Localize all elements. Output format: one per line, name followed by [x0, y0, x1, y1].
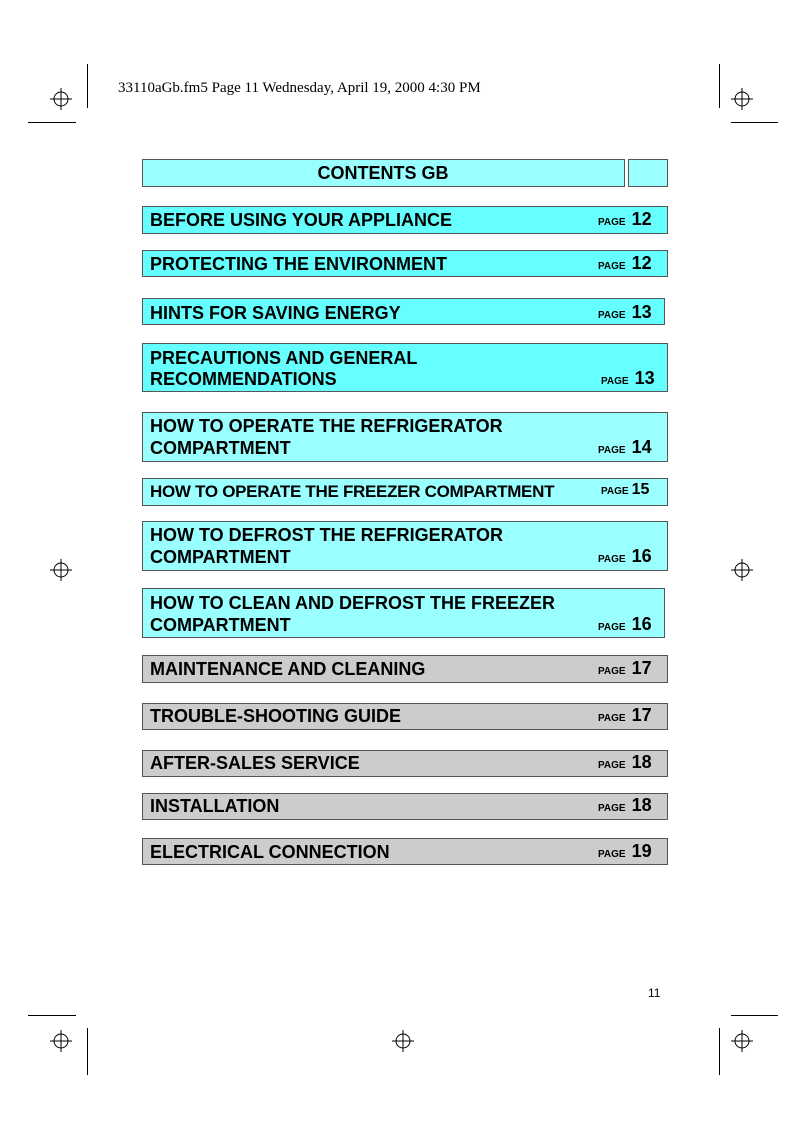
page-label: PAGE: [601, 486, 629, 497]
toc-entry-title: INSTALLATION: [150, 796, 280, 816]
crop-mark: [731, 1015, 778, 1016]
toc-entry-title-line2: COMPARTMENT: [150, 615, 291, 635]
page-label: PAGE: [601, 376, 629, 387]
page-label: PAGE: [598, 713, 626, 724]
toc-entry-title-line2: COMPARTMENT: [150, 438, 291, 458]
toc-entry-title: HINTS FOR SAVING ENERGY: [150, 303, 401, 323]
page-number-footer: 11: [648, 986, 661, 1000]
crop-mark: [87, 1028, 88, 1075]
registration-mark-icon: [392, 1030, 414, 1052]
page-number: 19: [631, 841, 652, 861]
page-label: PAGE: [598, 261, 626, 272]
toc-entry-title: PRECAUTIONS AND GENERAL: [150, 348, 418, 368]
page-number: 14: [631, 437, 652, 457]
page-label: PAGE: [598, 760, 626, 771]
toc-entry-title: BEFORE USING YOUR APPLIANCE: [150, 210, 453, 230]
toc-entry-page: [598, 795, 652, 816]
toc-entry-title: MAINTENANCE AND CLEANING: [150, 659, 426, 679]
file-header: 33110aGb.fm5 Page 11 Wednesday, April 19, 2000 4:30 PM: [118, 80, 481, 96]
crop-mark: [719, 1028, 720, 1075]
page-number: 18: [631, 795, 652, 815]
page-label: PAGE: [598, 445, 626, 456]
page-label: PAGE: [598, 803, 626, 814]
page-label: PAGE: [598, 666, 626, 677]
toc-entry-page: [598, 705, 652, 726]
toc-entry-page: [598, 437, 652, 458]
toc-entry-page: [598, 253, 652, 274]
toc-entry-title: AFTER-SALES SERVICE: [150, 753, 360, 773]
page-number: 16: [631, 614, 652, 634]
page-label: PAGE: [598, 217, 626, 228]
toc-entry-title: HOW TO DEFROST THE REFRIGERATOR: [150, 525, 504, 545]
page-label: PAGE: [598, 849, 626, 860]
contents-title-side-box: [628, 159, 668, 187]
toc-entry-title: HOW TO OPERATE THE REFRIGERATOR: [150, 416, 503, 436]
toc-entry-title: HOW TO OPERATE THE FREEZER COMPARTMENT: [150, 482, 555, 501]
page-label: PAGE: [598, 622, 626, 633]
toc-entry-page: [598, 546, 652, 567]
toc-entry-page: [598, 752, 652, 773]
toc-entry-title: TROUBLE-SHOOTING GUIDE: [150, 706, 401, 726]
page-label: PAGE: [598, 310, 626, 321]
page-number: 12: [631, 253, 652, 273]
registration-mark-icon: [50, 559, 72, 581]
page-number: 13: [631, 302, 652, 322]
crop-mark: [28, 1015, 76, 1016]
toc-entry-page: [601, 368, 655, 389]
toc-entry-title-line2: RECOMMENDATIONS: [150, 369, 337, 389]
crop-mark: [87, 64, 88, 108]
toc-entry-page: [601, 481, 649, 499]
toc-entry-page: [598, 614, 652, 635]
toc-entry-page: [598, 658, 652, 679]
toc-entry-title: HOW TO CLEAN AND DEFROST THE FREEZER: [150, 593, 555, 613]
toc-entry-page: [598, 302, 652, 323]
page-number: 15: [631, 481, 650, 498]
page-number: 13: [634, 368, 655, 388]
page-number: 16: [631, 546, 652, 566]
page-number: 17: [631, 658, 652, 678]
crop-mark: [731, 122, 778, 123]
registration-mark-icon: [50, 88, 72, 110]
toc-entry-title: ELECTRICAL CONNECTION: [150, 842, 390, 862]
page-label: PAGE: [598, 554, 626, 565]
page-number: 12: [631, 209, 652, 229]
crop-mark: [28, 122, 76, 123]
toc-entry-page: [598, 209, 652, 230]
crop-mark: [719, 64, 720, 108]
page-number: 17: [631, 705, 652, 725]
registration-mark-icon: [731, 1030, 753, 1052]
toc-entry-page: [598, 841, 652, 862]
registration-mark-icon: [50, 1030, 72, 1052]
toc-entry-title: PROTECTING THE ENVIRONMENT: [150, 254, 448, 274]
page-number: 18: [631, 752, 652, 772]
registration-mark-icon: [731, 88, 753, 110]
registration-mark-icon: [731, 559, 753, 581]
contents-title: CONTENTS GB: [317, 163, 449, 183]
toc-entry-title-line2: COMPARTMENT: [150, 547, 291, 567]
